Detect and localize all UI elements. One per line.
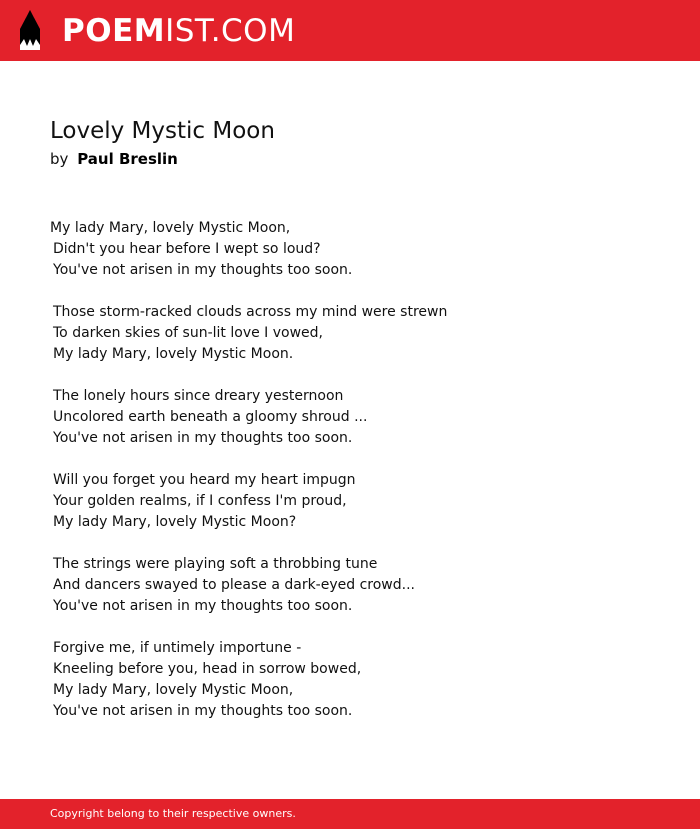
site-logo[interactable]: POEMIST.COM bbox=[62, 13, 296, 49]
poem-line: My lady Mary, lovely Mystic Moon? bbox=[53, 514, 297, 530]
poem-line: Uncolored earth beneath a gloomy shroud ... bbox=[53, 409, 368, 425]
stanza bbox=[50, 302, 660, 365]
poem-line: My lady Mary, lovely Mystic Moon, bbox=[53, 682, 294, 698]
by-label: by bbox=[50, 150, 69, 168]
stanza bbox=[50, 470, 660, 533]
poem-line: Your golden realms, if I confess I'm proud, bbox=[53, 493, 347, 509]
author-name: Paul Breslin bbox=[77, 150, 178, 168]
copyright-text: Copyright belong to their respective owners. bbox=[50, 807, 296, 820]
poem-line: Those storm-racked clouds across my mind were strewn bbox=[53, 304, 448, 320]
stanza bbox=[50, 638, 660, 722]
poem-line: My lady Mary, lovely Mystic Moon. bbox=[53, 346, 294, 362]
poem-line: My lady Mary, lovely Mystic Moon, bbox=[50, 220, 291, 236]
pencil-icon bbox=[18, 9, 42, 51]
poem-line: Didn't you hear before I wept so loud? bbox=[53, 241, 321, 257]
poem-line: The lonely hours since dreary yesternoon bbox=[53, 388, 344, 404]
poem-line: The strings were playing soft a throbbing tune bbox=[53, 556, 378, 572]
poem-line: And dancers swayed to please a dark-eyed crowd... bbox=[53, 577, 415, 593]
stanza bbox=[50, 386, 660, 449]
poem-line: You've not arisen in my thoughts too soon. bbox=[53, 430, 353, 446]
poem-line: Forgive me, if untimely importune - bbox=[53, 640, 302, 656]
site-footer bbox=[0, 799, 700, 829]
poem-line: You've not arisen in my thoughts too soon. bbox=[53, 598, 353, 614]
site-header bbox=[0, 0, 700, 61]
poem-line: Will you forget you heard my heart impugn bbox=[53, 472, 356, 488]
stanza bbox=[50, 554, 660, 617]
stanza bbox=[50, 218, 660, 281]
poem-line: You've not arisen in my thoughts too soon. bbox=[53, 262, 353, 278]
poem-title: Lovely Mystic Moon bbox=[50, 118, 275, 144]
poem-body bbox=[50, 218, 660, 743]
poem-line: Kneeling before you, head in sorrow bowed, bbox=[53, 661, 362, 677]
byline bbox=[50, 148, 178, 170]
poem-line: To darken skies of sun-lit love I vowed, bbox=[53, 325, 323, 341]
poem-line: You've not arisen in my thoughts too soon. bbox=[53, 703, 353, 719]
